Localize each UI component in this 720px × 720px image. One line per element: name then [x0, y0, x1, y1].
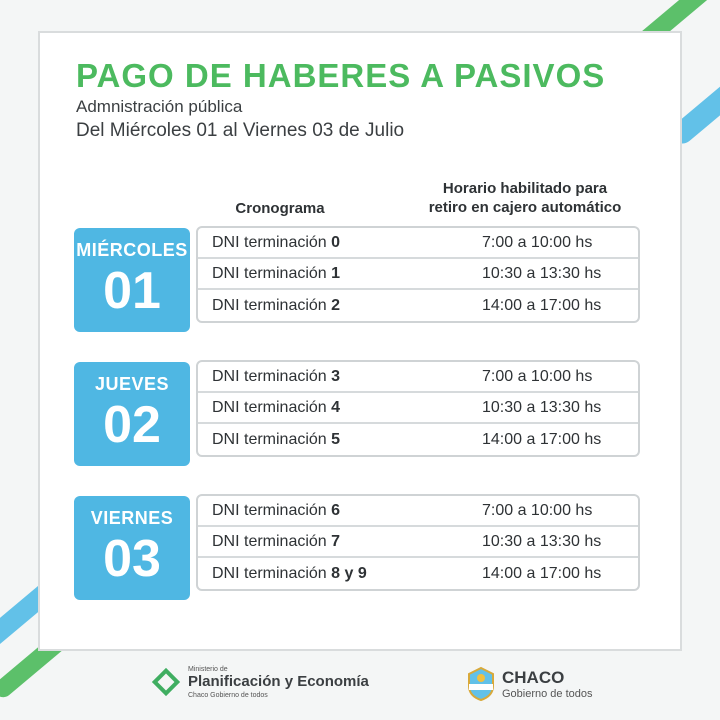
ministerio-name: Planificación y Economía: [188, 673, 369, 690]
schedule-row: DNI terminación 6 7:00 a 10:00 hs: [198, 496, 638, 527]
day-name: MIÉRCOLES: [76, 240, 188, 260]
day-name: JUEVES: [94, 374, 170, 394]
column-header-cronograma: Cronograma: [235, 200, 325, 217]
chaco-shield-icon: [466, 666, 496, 702]
day-box-miercoles: [74, 228, 190, 332]
schedule-row: DNI terminación 3 7:00 a 10:00 hs: [198, 362, 638, 393]
page-title: PAGO DE HABERES A PASIVOS: [76, 57, 606, 94]
day-box-viernes: [74, 496, 190, 600]
schedule-group-1: [196, 226, 640, 323]
schedule-row: DNI terminación 2 14:00 a 17:00 hs: [212, 296, 602, 314]
ministerio-small-label: Ministerio de: [188, 666, 228, 673]
footer: [0, 658, 720, 720]
day-number: 03: [103, 530, 161, 588]
ministerio-logo-icon: [152, 668, 180, 696]
day-box-jueves: [74, 362, 190, 466]
chaco-name: CHACO: [502, 668, 565, 687]
column-header-horario: Horario habilitado para retiro en cajero automático: [428, 180, 622, 216]
schedule-row: DNI terminación 0 7:00 a 10:00 hs: [198, 228, 638, 259]
subtitle-admin: Admnistración pública: [76, 97, 243, 116]
schedule-group-2: [196, 360, 640, 457]
subtitle-dates: Del Miércoles 01 al Viernes 03 de Julio: [76, 120, 405, 141]
ministerio-tagline: Chaco Gobierno de todos: [188, 692, 268, 699]
schedule-row: DNI terminación 5 14:00 a 17:00 hs: [212, 430, 602, 448]
day-number: 01: [103, 262, 161, 320]
schedule-row: DNI terminación 4 10:30 a 13:30 hs: [198, 393, 638, 424]
schedule-row: DNI terminación 7 10:30 a 13:30 hs: [198, 527, 638, 558]
schedule-row: DNI terminación 1 10:30 a 13:30 hs: [198, 259, 638, 290]
chaco-tagline: Gobierno de todos: [502, 688, 593, 700]
schedule-group-3: [196, 494, 640, 591]
day-name: VIERNES: [90, 508, 174, 528]
schedule-card: [38, 31, 682, 651]
day-number: 02: [103, 396, 161, 454]
schedule-row: DNI terminación 8 y 9 14:00 a 17:00 hs: [212, 564, 602, 582]
